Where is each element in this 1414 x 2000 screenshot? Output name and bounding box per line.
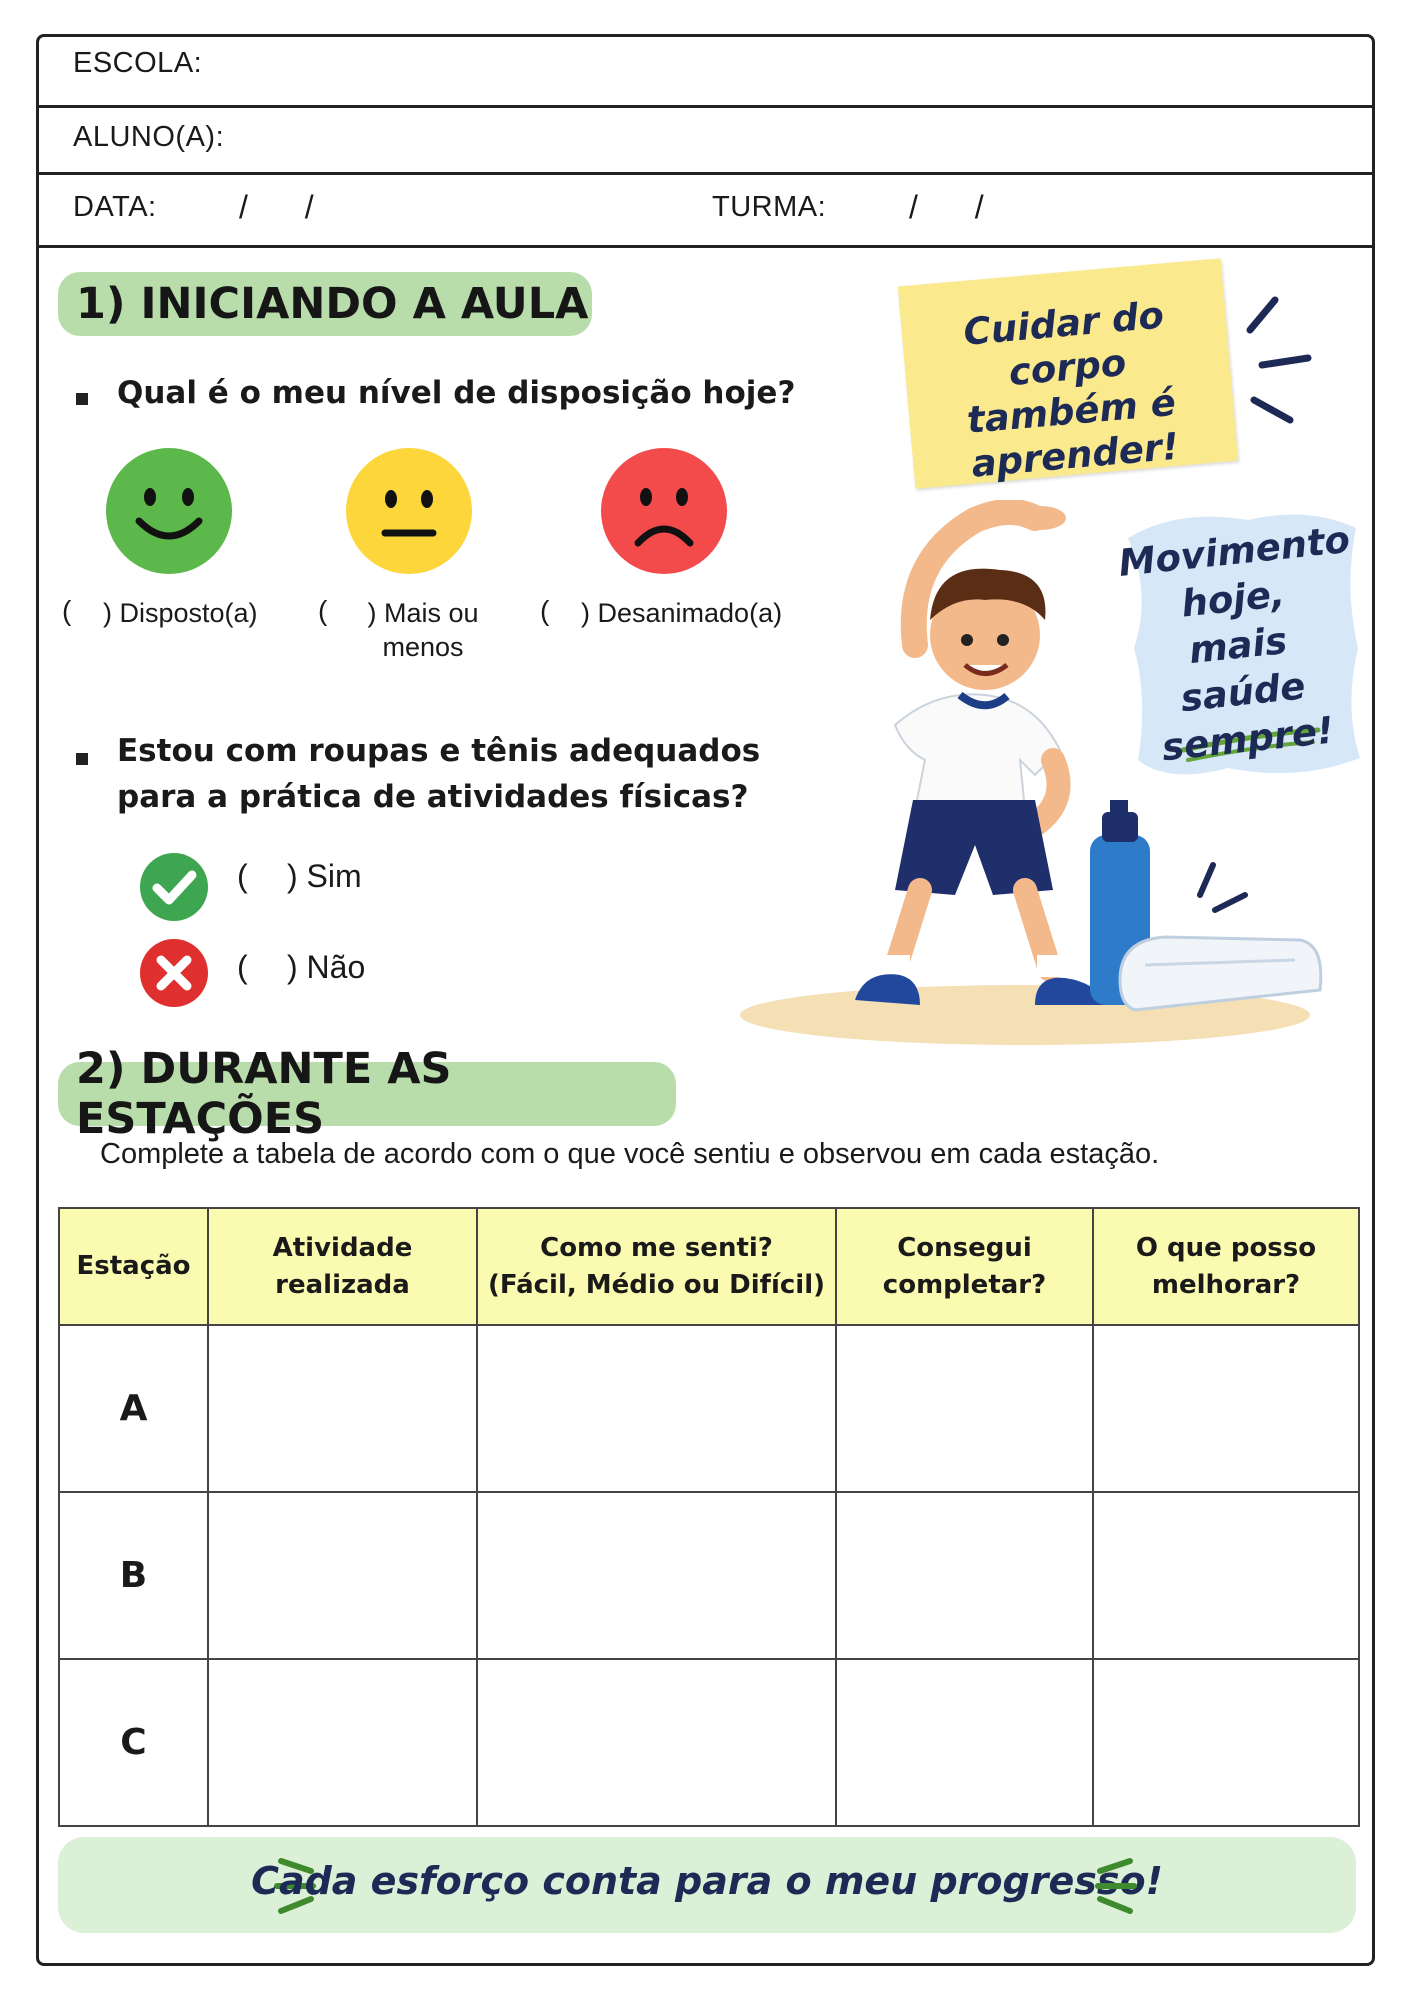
header-line: (Fácil, Médio ou Difícil) — [487, 1269, 826, 1300]
bullet-icon — [76, 753, 88, 765]
neutral-face-icon[interactable] — [345, 447, 473, 575]
note-blue-line: hoje, — [1179, 571, 1287, 626]
no-paren[interactable]: ( — [237, 949, 248, 985]
note-blue-line: Movimento — [1116, 517, 1352, 585]
row-label: A — [59, 1325, 208, 1492]
header-consegui — [836, 1208, 1093, 1325]
header-line: completar? — [882, 1269, 1047, 1300]
aluno-label: ALUNO(A): — [73, 121, 225, 153]
mood-label-line2: menos — [382, 632, 464, 662]
header-line: Consegui — [897, 1232, 1032, 1263]
yes-paren[interactable]: ( — [237, 858, 248, 894]
motivation-note-yellow — [898, 258, 1238, 488]
bullet-icon — [76, 393, 88, 405]
cross-icon[interactable] — [139, 938, 209, 1008]
note-blue-line: mais saúde — [1178, 618, 1308, 721]
header-melhorar — [1093, 1208, 1359, 1325]
header-line: Estação — [76, 1251, 191, 1281]
table-cell-input[interactable] — [836, 1492, 1093, 1659]
table-row — [59, 1492, 1359, 1659]
header-line: realizada — [275, 1269, 410, 1300]
emphasis-lines-icon — [1240, 290, 1320, 430]
note-yellow-line: também é — [965, 380, 1178, 442]
header-line: Atividade — [272, 1232, 413, 1263]
section1-title: 1) INICIANDO A AULA — [58, 272, 592, 336]
mood-paren-disposto[interactable]: ( — [62, 595, 72, 626]
mood-label-line1: ) Mais ou — [367, 598, 479, 628]
no-label: ) Não — [287, 949, 366, 985]
mood-label-disposto: ) Disposto(a) — [103, 598, 258, 628]
footer-message: Cada esforço conta para o meu progresso! — [251, 1859, 1163, 1903]
emphasis-right-icon — [1088, 1853, 1138, 1919]
table-cell-input[interactable] — [477, 1659, 836, 1826]
table-row — [59, 1659, 1359, 1826]
question-roupas-line1: Estou com roupas e tênis adequados — [117, 733, 761, 769]
header-line: O que posso — [1135, 1232, 1317, 1263]
yes-label: ) Sim — [287, 858, 362, 894]
table-cell-input[interactable] — [208, 1492, 477, 1659]
happy-face-icon[interactable] — [105, 447, 233, 575]
mood-paren-mais-ou-menos[interactable]: ( — [318, 595, 328, 626]
note-yellow-text — [898, 258, 1239, 491]
note-yellow-line: aprender! — [969, 424, 1181, 486]
table-row — [59, 1325, 1359, 1492]
table-cell-input[interactable] — [208, 1659, 477, 1826]
table-cell-input[interactable] — [1093, 1659, 1359, 1826]
aluno-row[interactable] — [39, 108, 1372, 175]
footer-banner — [58, 1837, 1356, 1933]
table-cell-input[interactable] — [1093, 1492, 1359, 1659]
note-yellow-line: Cuidar do corpo — [961, 293, 1166, 395]
mood-label-mais-ou-menos — [358, 596, 488, 664]
stations-table — [58, 1207, 1360, 1827]
header-como-me-senti — [477, 1208, 836, 1325]
data-label: DATA: — [73, 191, 157, 223]
question-disposicao: Qual é o meu nível de disposição hoje? — [117, 375, 796, 411]
table-cell-input[interactable] — [836, 1659, 1093, 1826]
section2-title: 2) DURANTE AS ESTAÇÕES — [58, 1062, 676, 1126]
table-header-row — [59, 1208, 1359, 1325]
question-roupas — [117, 728, 760, 820]
table-instruction: Complete a tabela de acordo com o que você sentiu e observou em cada estação. — [100, 1138, 1160, 1170]
data-slashes: / / — [239, 189, 315, 225]
header-line: Como me senti? — [540, 1232, 773, 1263]
escola-label: ESCOLA: — [73, 47, 203, 79]
table-cell-input[interactable] — [208, 1325, 477, 1492]
data-turma-row[interactable] — [39, 175, 1372, 248]
note-blue-line: sempre! — [1159, 708, 1336, 770]
turma-label: TURMA: — [712, 191, 827, 223]
mood-paren-desanimado[interactable]: ( — [540, 595, 550, 626]
table-cell-input[interactable] — [1093, 1325, 1359, 1492]
table-cell-input[interactable] — [477, 1492, 836, 1659]
check-icon[interactable] — [139, 852, 209, 922]
escola-row[interactable] — [39, 37, 1372, 108]
header-atividade — [208, 1208, 477, 1325]
turma-slashes: / / — [909, 189, 985, 225]
table-cell-input[interactable] — [477, 1325, 836, 1492]
header-estacao — [59, 1208, 208, 1325]
boy-stretching-illustration — [735, 500, 1335, 1060]
row-label: C — [59, 1659, 208, 1826]
row-label: B — [59, 1492, 208, 1659]
mood-label-desanimado: ) Desanimado(a) — [581, 598, 783, 628]
question-roupas-line2: para a prática de atividades físicas? — [117, 779, 749, 815]
header-line: melhorar? — [1151, 1269, 1301, 1300]
sad-face-icon[interactable] — [600, 447, 728, 575]
table-cell-input[interactable] — [836, 1325, 1093, 1492]
